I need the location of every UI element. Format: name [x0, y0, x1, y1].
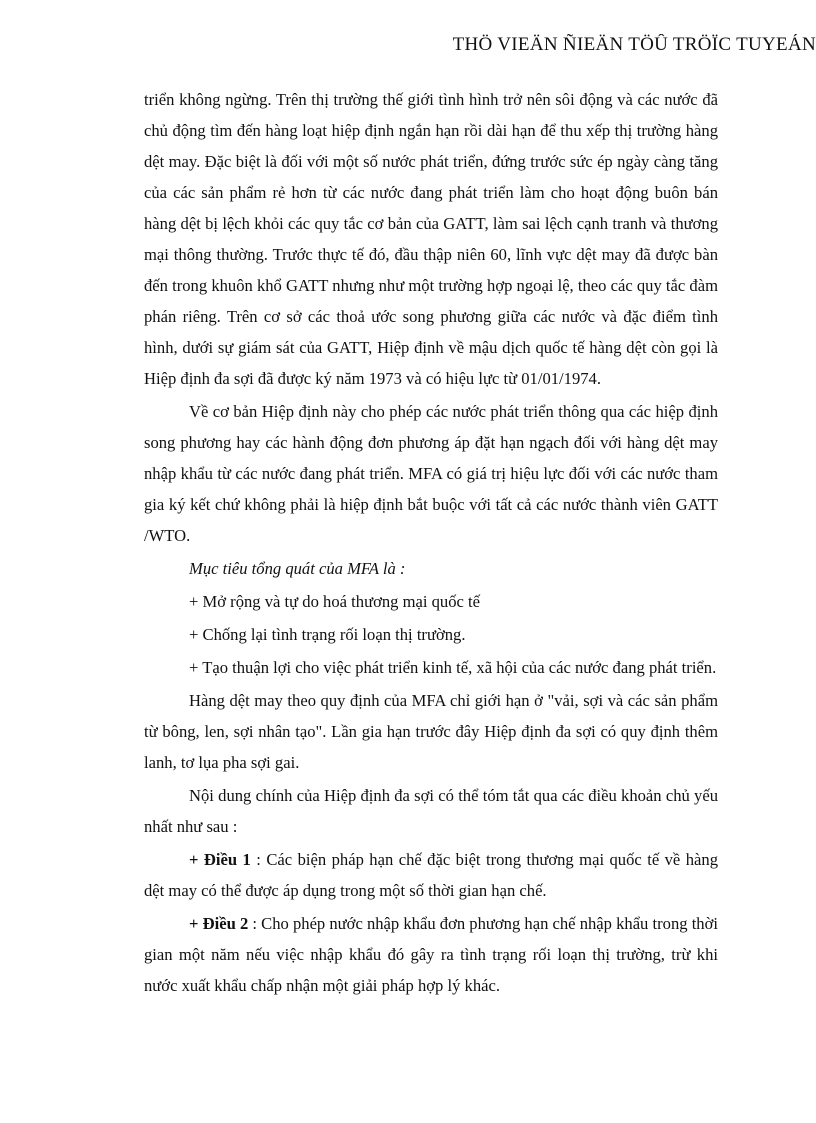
article-1-label: + Điều 1 — [189, 850, 251, 869]
paragraph-scope: Hàng dệt may theo quy định của MFA chỉ giới hạn ở "vải, sợi và các sản phẩm từ bông, len, sợi nhân tạo". Lần gia hạn trước đây Hiệp định đa sợi có quy định thêm lanh, tơ lụa pha sợi gai. — [144, 691, 718, 772]
paragraph-2: Về cơ bản Hiệp định này cho phép các nước phát triển thông qua các hiệp định song phương hay các hành động đơn phương áp đặt hạn ngạch đối với hàng dệt may nhập khẩu từ các nước đang phát triển. MFA có giá trị hiệu lực đối với các nước tham gia ký kết chứ không phải là hiệp định bắt buộc với tất cả các nước thành viên GATT /WTO. — [144, 402, 718, 545]
document-body — [144, 84, 718, 1001]
paragraph-summary: Nội dung chính của Hiệp định đa sợi có thể tóm tắt qua các điều khoản chủ yếu nhất như sau : — [144, 786, 718, 836]
article-1 — [144, 844, 718, 906]
paragraph-objectives-heading — [144, 553, 718, 584]
article-2 — [144, 908, 718, 1001]
objectives-heading-text: Mục tiêu tổng quát của MFA là : — [189, 559, 406, 578]
article-2-text: : Cho phép nước nhập khẩu đơn phương hạn chế nhập khẩu trong thời gian một năm nếu việc nhập khẩu đó gây ra tình trạng rối loạn thị trường, trừ khi nước xuất khẩu chấp nhận một giải pháp hợp lý khác. — [144, 914, 718, 995]
page-header: THÖ VIEÄN ÑIEÄN TÖÛ TRÖÏC TUYEÁN — [452, 34, 816, 55]
article-2-label: + Điều 2 — [189, 914, 249, 933]
objective-item-2: + Chống lại tình trạng rối loạn thị trường. — [189, 625, 466, 644]
objective-item-3: + Tạo thuận lợi cho việc phát triển kinh tế, xã hội của các nước đang phát triển. — [189, 658, 717, 677]
objective-item-1: + Mở rộng và tự do hoá thương mại quốc tế — [189, 592, 480, 611]
article-1-text: : Các biện pháp hạn chế đặc biệt trong thương mại quốc tế về hàng dệt may có thể được áp dụng trong một số thời gian hạn chế. — [144, 850, 718, 900]
paragraph-1: triển không ngừng. Trên thị trường thế giới tình hình trở nên sôi động và các nước đã chủ động tìm đến hàng loạt hiệp định ngắn hạn rồi dài hạn để thu xếp thị trường hàng dệt may. Đặc biệt là đối với một số nước phát triển, đứng trước sức ép ngày càng tăng của các sản phẩm rẻ hơn từ các nước đang phát triển làm cho hoạt động buôn bán hàng dệt bị lệch khỏi các quy tắc cơ bản của GATT, làm sai lệch cạnh tranh và thương mại thông thường. Trước thực tế đó, đầu thập niên 60, lĩnh vực dệt may đã được bàn đến trong khuôn khổ GATT nhưng như một trường hợp ngoại lệ, theo các quy tắc đàm phán riêng. Trên cơ sở các thoả ước song phương giữa các nước và đặc điểm tình hình, dưới sự giám sát của GATT, Hiệp định về mậu dịch quốc tế hàng dệt còn gọi là Hiệp định đa sợi đã được ký năm 1973 và có hiệu lực từ 01/01/1974. — [144, 90, 718, 388]
